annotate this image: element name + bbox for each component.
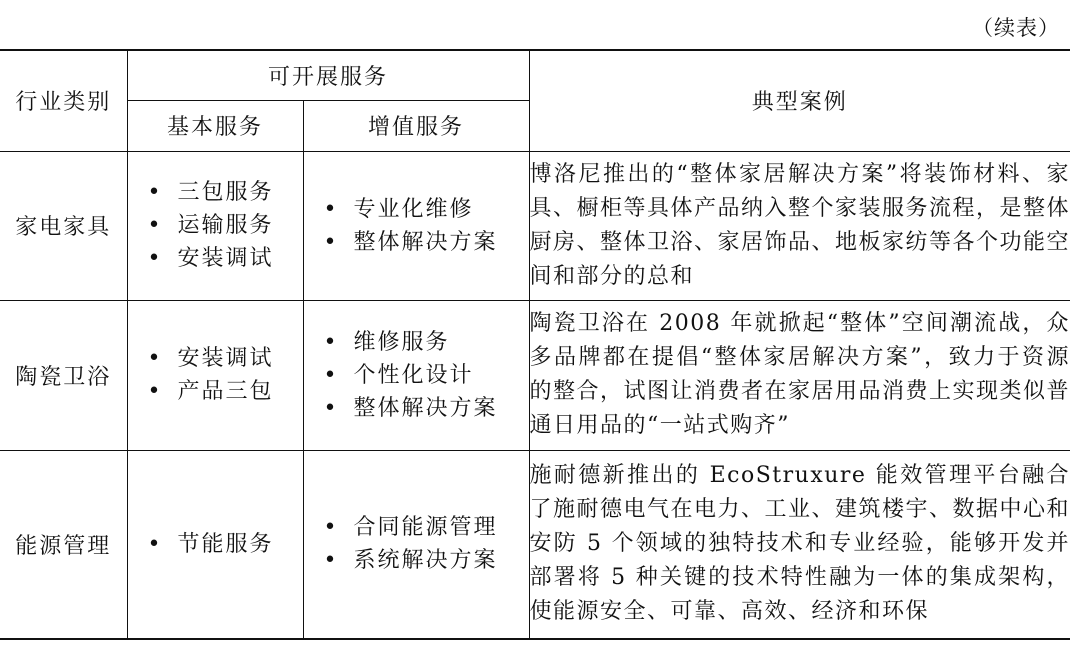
industry-cell: 陶瓷卫浴 — [0, 300, 127, 450]
bullet-icon: • — [147, 246, 163, 271]
continued-label: （续表） — [972, 16, 1060, 40]
list-item: • 产品三包 — [148, 375, 303, 408]
list-item: • 专业化维修 — [324, 193, 529, 226]
industry-cell: 能源管理 — [0, 450, 127, 639]
industry-cell: 家电家具 — [0, 151, 127, 300]
list-item: • 整体解决方案 — [324, 226, 529, 259]
header-services-group: 可开展服务 — [127, 50, 529, 100]
bullet-icon: • — [323, 329, 339, 355]
bullet-icon: • — [323, 196, 339, 222]
table-row — [0, 151, 1070, 300]
basic-services-cell — [127, 151, 303, 300]
value-added-services-cell — [303, 450, 529, 639]
bullet-icon: • — [147, 531, 163, 557]
header-basic-services: 基本服务 — [127, 100, 303, 151]
table-row — [0, 300, 1070, 450]
list-item: • 系统解决方案 — [324, 544, 529, 577]
bullet-icon: • — [147, 379, 163, 404]
basic-services-cell — [127, 300, 303, 450]
list-item: • 安装调试 — [148, 242, 303, 275]
bullet-icon: • — [323, 548, 339, 574]
bullet-icon: • — [147, 180, 163, 205]
table-row — [0, 450, 1070, 639]
list-item: • 整体解决方案 — [324, 392, 529, 425]
case-cell: 陶瓷卫浴在 2008 年就掀起“整体”空间潮流战，众多品牌都在提倡“整体家居解决方案”，致力于资源的整合，试图让消费者在家居用品消费上实现类似普通日用品的“一站式购齐” — [529, 300, 1070, 450]
value-added-services-cell — [303, 300, 529, 450]
bullet-icon: • — [323, 395, 339, 421]
header-value-added-services: 增值服务 — [303, 100, 529, 151]
list-item: • 维修服务 — [324, 326, 529, 359]
case-cell: 博洛尼推出的“整体家居解决方案”将装饰材料、家具、橱柜等具体产品纳入整个家装服务流程，是整体厨房、整体卫浴、家居饰品、地板家纺等各个功能空间和部分的总和 — [529, 151, 1070, 300]
list-item: • 节能服务 — [148, 528, 303, 561]
list-item: • 运输服务 — [148, 209, 303, 242]
list-item: • 安装调试 — [148, 342, 303, 375]
bullet-icon: • — [323, 362, 339, 388]
header-case: 典型案例 — [529, 50, 1070, 151]
basic-services-cell — [127, 450, 303, 639]
list-item: • 合同能源管理 — [324, 511, 529, 544]
bullet-icon: • — [147, 346, 163, 371]
value-added-services-cell — [303, 151, 529, 300]
list-item: • 个性化设计 — [324, 359, 529, 392]
bullet-icon: • — [323, 515, 339, 541]
service-table — [0, 49, 1070, 640]
case-cell: 施耐德新推出的 EcoStruxure 能效管理平台融合了施耐德电气在电力、工业、建筑楼宇、数据中心和安防 5 个领域的独特技术和专业经验，能够开发并部署将 5 种关键的技术特性融为一体的集成架构，使能源安全、可靠、高效、经济和环保 — [529, 450, 1070, 639]
bullet-icon: • — [323, 229, 339, 255]
bullet-icon: • — [147, 213, 163, 238]
list-item: • 三包服务 — [148, 176, 303, 209]
header-industry: 行业类别 — [0, 50, 127, 151]
